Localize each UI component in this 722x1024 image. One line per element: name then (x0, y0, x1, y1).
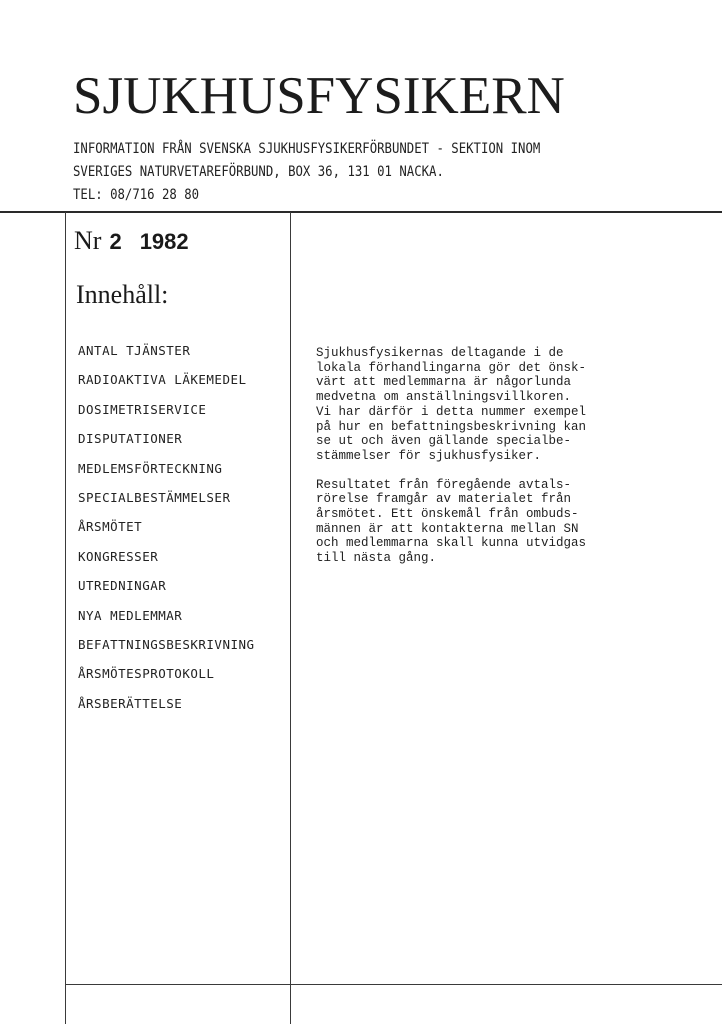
left-margin-rule (65, 212, 66, 1024)
publisher-info-line: INFORMATION FRÅN SVENSKA SJUKHUSFYSIKERFÖRBUNDET - SEKTION INOM (73, 141, 541, 157)
toc-item: SPECIALBESTÄMMELSER (78, 489, 231, 505)
editorial-paragraph (316, 346, 646, 464)
contents-heading: Innehåll: (76, 280, 169, 309)
toc-item: ÅRSBERÄTTELSE (78, 695, 183, 711)
text-line: Resultatet från föregående avtals- (316, 477, 572, 492)
text-line: lokala förhandlingarna gör det önsk- (316, 360, 587, 375)
toc-item: DOSIMETRISERVICE (78, 401, 207, 417)
publisher-info-line: TEL: 08/716 28 80 (73, 187, 200, 203)
editorial-text (316, 346, 646, 580)
text-line: på hur en befattningsbeskrivning kan (316, 419, 587, 434)
toc-item: DISPUTATIONER (78, 431, 183, 447)
text-line: rörelse framgår av materialet från (316, 492, 572, 507)
text-line: till nästa gång. (316, 551, 437, 566)
text-line: årsmötet. Ett önskemål från ombuds- (316, 507, 579, 522)
issue-number (74, 226, 189, 256)
toc-item: ANTAL TJÄNSTER (78, 343, 191, 358)
toc-item: KONGRESSER (78, 548, 159, 564)
publisher-info-line: SVERIGES NATURVETAREFÖRBUND, BOX 36, 131 01 NACKA. (73, 164, 444, 180)
column-divider (290, 212, 291, 1024)
toc-item: RADIOAKTIVA LÄKEMEDEL (78, 372, 247, 388)
masthead-title: SJUKHUSFYSIKERN (73, 67, 565, 125)
text-line: männen är att kontakterna mellan SN (316, 521, 579, 536)
toc-item: ÅRSMÖTET (78, 519, 143, 535)
editorial-paragraph (316, 478, 646, 566)
toc-item: BEFATTNINGSBESKRIVNING (78, 636, 255, 652)
issue-nr-label: Nr (74, 226, 102, 255)
text-line: värt att medlemmarna är någorlunda (316, 375, 572, 390)
header-divider (0, 211, 722, 213)
text-line: se ut och även gällande specialbe- (316, 434, 572, 449)
text-line: medvetna om anställningsvillkoren. (316, 390, 572, 405)
issue-number-value: 2 (109, 229, 122, 254)
issue-year: 1982 (139, 229, 189, 254)
text-line: och medlemmarna skall kunna utvidgas (316, 536, 587, 551)
publisher-info (73, 138, 693, 207)
toc-item: UTREDNINGAR (78, 578, 167, 594)
text-line: Vi har därför i detta nummer exempel (316, 404, 587, 419)
table-of-contents (78, 341, 255, 723)
toc-item: MEDLEMSFÖRTECKNING (78, 460, 223, 476)
toc-item: NYA MEDLEMMAR (78, 607, 183, 623)
footer-divider (65, 984, 722, 985)
text-line: stämmelser för sjukhusfysiker. (316, 448, 542, 463)
text-line: Sjukhusfysikernas deltagande i de (316, 346, 564, 360)
toc-item: ÅRSMÖTESPROTOKOLL (78, 666, 215, 682)
